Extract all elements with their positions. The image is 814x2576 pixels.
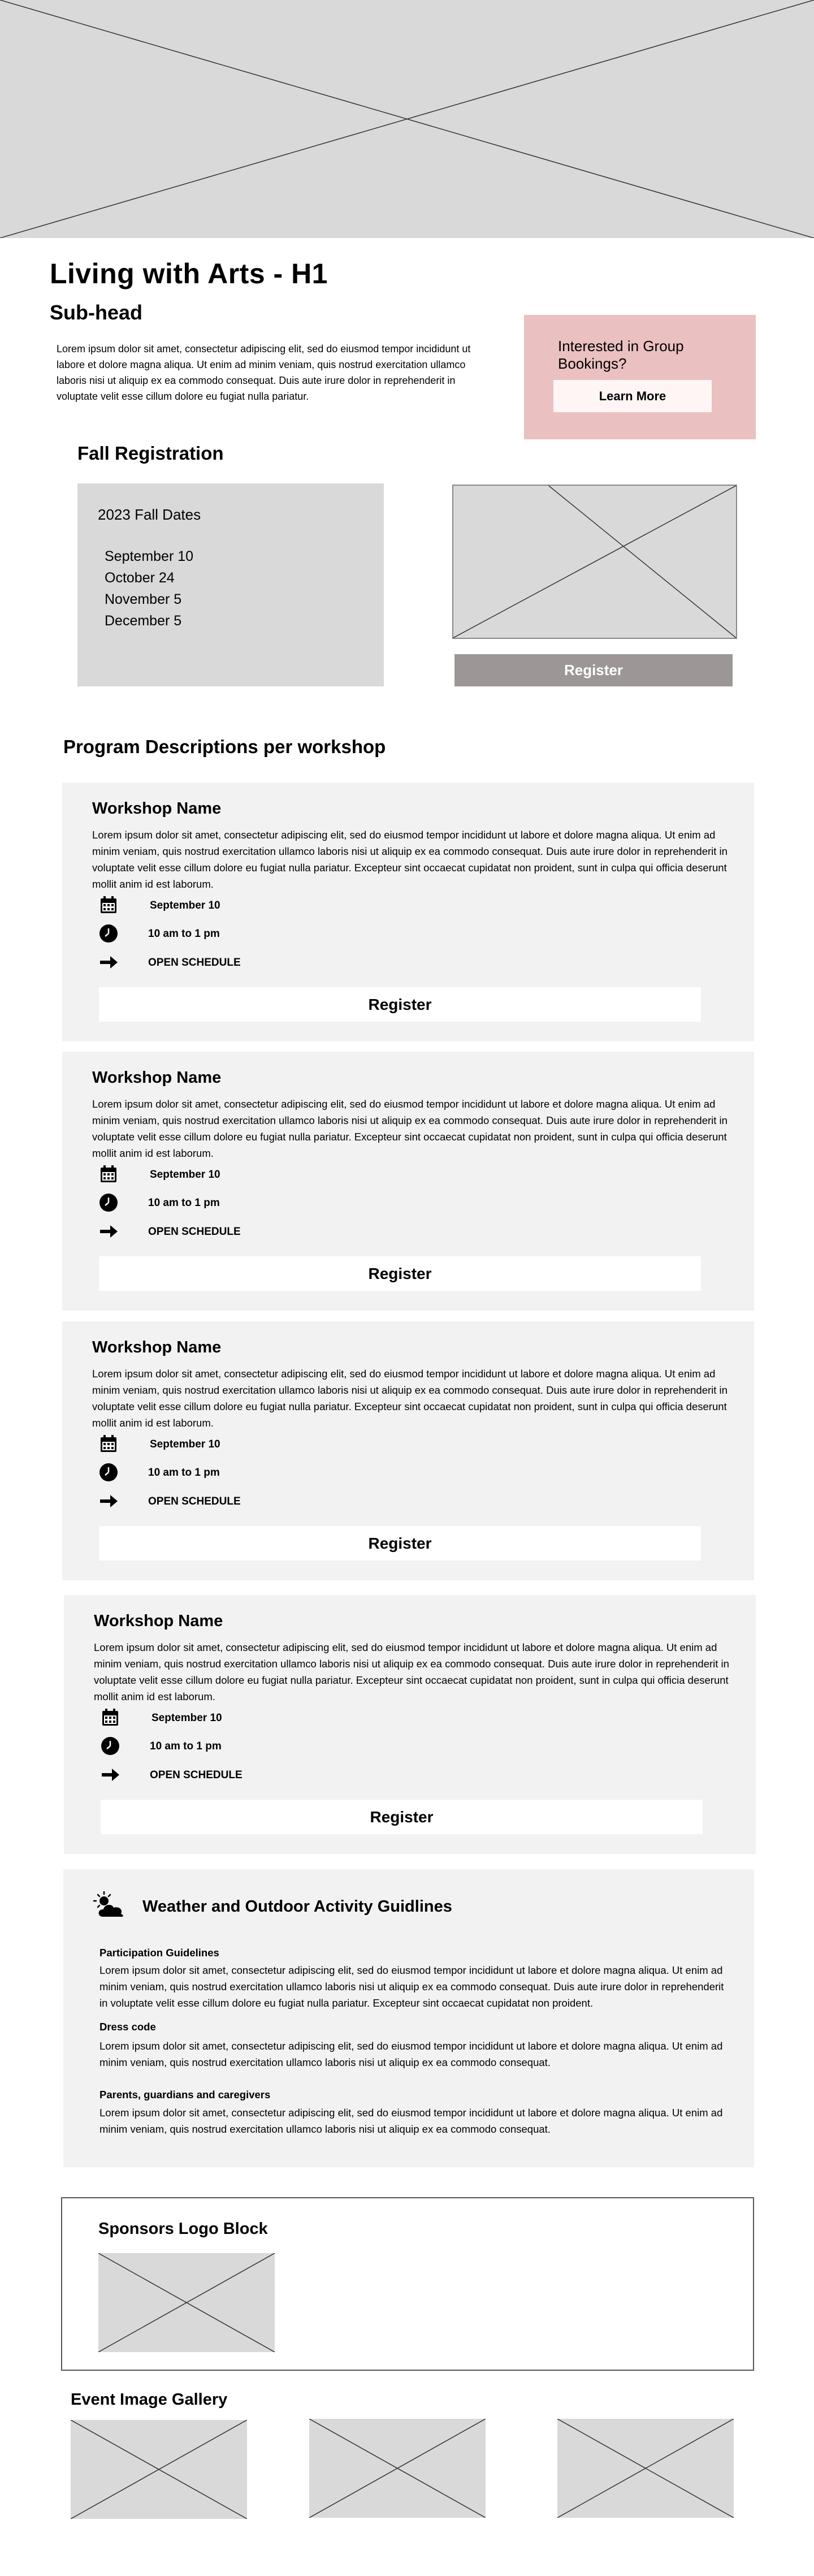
workshop-card <box>62 783 754 1041</box>
workshop-card <box>62 1321 754 1580</box>
workshop-name: Workshop Name <box>94 1612 223 1630</box>
page-title: Living with Arts - H1 <box>50 258 328 289</box>
workshop-time: 10 am to 1 pm <box>150 1740 222 1752</box>
calendar-icon <box>101 1708 120 1727</box>
workshop-name: Workshop Name <box>92 1069 222 1087</box>
sponsors-logo-block <box>61 2197 754 2371</box>
fall-image-placeholder <box>452 485 737 639</box>
workshop-register-button[interactable]: Register <box>99 1526 701 1561</box>
calendar-icon <box>99 1165 118 1184</box>
clock-icon <box>99 924 118 943</box>
arrow-right-icon[interactable] <box>99 953 118 972</box>
arrow-right-icon[interactable] <box>99 1222 118 1241</box>
clock-icon <box>99 1193 118 1212</box>
workshop-name: Workshop Name <box>92 1338 222 1356</box>
open-schedule-link[interactable]: OPEN SCHEDULE <box>148 1226 241 1238</box>
image-placeholder-icon <box>453 486 736 638</box>
weather-guidelines-title: Weather and Outdoor Activity Guidlines <box>142 1898 452 1916</box>
workshop-description: Lorem ipsum dolor sit amet, consectetur adipiscing elit, sed do eiusmod tempor incididunt ut labore et dolore magna aliqua. Ut enim ad minim veniam, quis nostrud exercitation ullamco laboris nisi ut aliquip ex ea commodo consequat. Duis aute irure dolor in reprehenderit in voluptate velit esse cillum dolore eu fugiat nulla pariatur. Excepteur sint occaecat cupidatat non proident, sunt in culpa qui officia deserunt mollit anim id est laborum. <box>92 829 728 890</box>
learn-more-button[interactable]: Learn More <box>553 380 712 412</box>
workshop-date: September 10 <box>150 900 220 911</box>
gallery-image-placeholder[interactable] <box>309 2419 486 2518</box>
workshop-date: September 10 <box>151 1712 222 1724</box>
guideline-heading: Dress code <box>99 2021 156 2033</box>
workshop-description: Lorem ipsum dolor sit amet, consectetur adipiscing elit, sed do eiusmod tempor incididunt ut labore et dolore magna aliqua. Ut enim ad minim veniam, quis nostrud exercitation ullamco laboris nisi ut aliquip ex ea commodo consequat. Duis aute irure dolor in reprehenderit in voluptate velit esse cillum dolore eu fugiat nulla pariatur. Excepteur sint occaecat cupidatat non proident, sunt in culpa qui officia deserunt mollit anim id est laborum. <box>94 1641 729 1702</box>
gallery-image-placeholder[interactable] <box>557 2419 734 2518</box>
hero-image-placeholder <box>0 0 814 238</box>
weather-guidelines-card <box>63 1869 754 2167</box>
sponsor-logo-placeholder <box>98 2253 275 2352</box>
sponsors-heading: Sponsors Logo Block <box>98 2220 268 2238</box>
guideline-text: Lorem ipsum dolor sit amet, consectetur adipiscing elit, sed do eiusmod tempor incididunt ut labore et dolore magna aliqua. Ut enim ad minim veniam, quis nostrud exercitation ullamco laboris nisi ut aliquip ex ea commodo consequat. <box>99 2107 723 2135</box>
list-item: October 24 <box>105 570 175 586</box>
guideline-text: Lorem ipsum dolor sit amet, consectetur adipiscing elit, sed do eiusmod tempor incididunt ut labore et dolore magna aliqua. Ut enim ad minim veniam, quis nostrud exercitation ullamco laboris nisi ut aliquip ex ea commodo consequat. Duis aute irure dolor in reprehenderit in voluptate velit esse cillum dolore eu fugiat nulla pariatur. Excepteur sint occaecat cupidatat non proident. <box>99 1964 724 2009</box>
open-schedule-link[interactable]: OPEN SCHEDULE <box>148 1496 241 1507</box>
fall-registration-heading: Fall Registration <box>77 443 224 464</box>
guideline-text: Lorem ipsum dolor sit amet, consectetur adipiscing elit, sed do eiusmod tempor incididunt ut labore et dolore magna aliqua. Ut enim ad minim veniam, quis nostrud exercitation ullamco laboris nisi ut aliquip ex ea commodo consequat. <box>99 2040 723 2068</box>
workshop-name: Workshop Name <box>92 799 222 818</box>
arrow-right-icon[interactable] <box>99 1492 118 1511</box>
fall-dates-title: 2023 Fall Dates <box>98 506 201 523</box>
group-bookings-card <box>524 315 756 439</box>
fall-dates-list <box>105 546 193 632</box>
image-placeholder-icon <box>0 0 814 238</box>
calendar-icon <box>99 896 118 915</box>
page-subhead: Sub-head <box>50 301 143 324</box>
image-placeholder-icon <box>557 2419 734 2518</box>
open-schedule-link[interactable]: OPEN SCHEDULE <box>150 1769 243 1781</box>
open-schedule-link[interactable]: OPEN SCHEDULE <box>148 957 241 969</box>
workshop-time: 10 am to 1 pm <box>148 1467 220 1479</box>
partly-cloudy-icon <box>93 1891 125 1919</box>
gallery-image-placeholder[interactable] <box>71 2420 247 2519</box>
gallery-heading: Event Image Gallery <box>71 2391 228 2409</box>
intro-paragraph: Lorem ipsum dolor sit amet, consectetur adipiscing elit, sed do eiusmod tempor incididunt ut labore et dolore magna aliqua. Ut enim ad minim veniam, quis nostrud exercitation ullamco laboris nisi ut aliquip ex ea commodo consequat. Duis aute irure dolor in reprehenderit in voluptate velit esse cillum dolore eu fugiat nulla pariatur. <box>57 343 471 402</box>
fall-register-button[interactable]: Register <box>454 654 733 686</box>
workshop-register-button[interactable]: Register <box>99 987 701 1022</box>
image-placeholder-icon <box>71 2420 247 2519</box>
fall-dates-card <box>77 483 384 686</box>
guideline-heading: Parents, guardians and caregivers <box>99 2089 271 2100</box>
workshop-card <box>64 1595 756 1854</box>
workshop-card <box>62 1052 754 1311</box>
list-item: December 5 <box>105 613 182 629</box>
image-placeholder-icon <box>309 2419 486 2518</box>
workshop-register-button[interactable]: Register <box>101 1800 703 1834</box>
list-item: September 10 <box>105 548 194 564</box>
image-placeholder-icon <box>98 2253 275 2352</box>
arrow-right-icon[interactable] <box>101 1765 120 1784</box>
workshop-register-button[interactable]: Register <box>99 1256 701 1291</box>
clock-icon <box>101 1736 120 1756</box>
workshop-time: 10 am to 1 pm <box>148 928 220 940</box>
workshop-date: September 10 <box>150 1438 220 1450</box>
clock-icon <box>99 1463 118 1482</box>
guideline-heading: Participation Guidelines <box>99 1947 219 1959</box>
program-descriptions-heading: Program Descriptions per workshop <box>63 736 386 757</box>
workshop-time: 10 am to 1 pm <box>148 1197 220 1209</box>
workshop-description: Lorem ipsum dolor sit amet, consectetur adipiscing elit, sed do eiusmod tempor incididunt ut labore et dolore magna aliqua. Ut enim ad minim veniam, quis nostrud exercitation ullamco laboris nisi ut aliquip ex ea commodo consequat. Duis aute irure dolor in reprehenderit in voluptate velit esse cillum dolore eu fugiat nulla pariatur. Excepteur sint occaecat cupidatat non proident, sunt in culpa qui officia deserunt mollit anim id est laborum. <box>92 1368 728 1429</box>
group-bookings-title: Interested in Group Bookings? <box>558 338 684 372</box>
workshop-date: September 10 <box>150 1169 220 1181</box>
list-item: November 5 <box>105 591 182 607</box>
calendar-icon <box>99 1434 118 1454</box>
workshop-description: Lorem ipsum dolor sit amet, consectetur adipiscing elit, sed do eiusmod tempor incididunt ut labore et dolore magna aliqua. Ut enim ad minim veniam, quis nostrud exercitation ullamco laboris nisi ut aliquip ex ea commodo consequat. Duis aute irure dolor in reprehenderit in voluptate velit esse cillum dolore eu fugiat nulla pariatur. Excepteur sint occaecat cupidatat non proident, sunt in culpa qui officia deserunt mollit anim id est laborum. <box>92 1098 728 1159</box>
